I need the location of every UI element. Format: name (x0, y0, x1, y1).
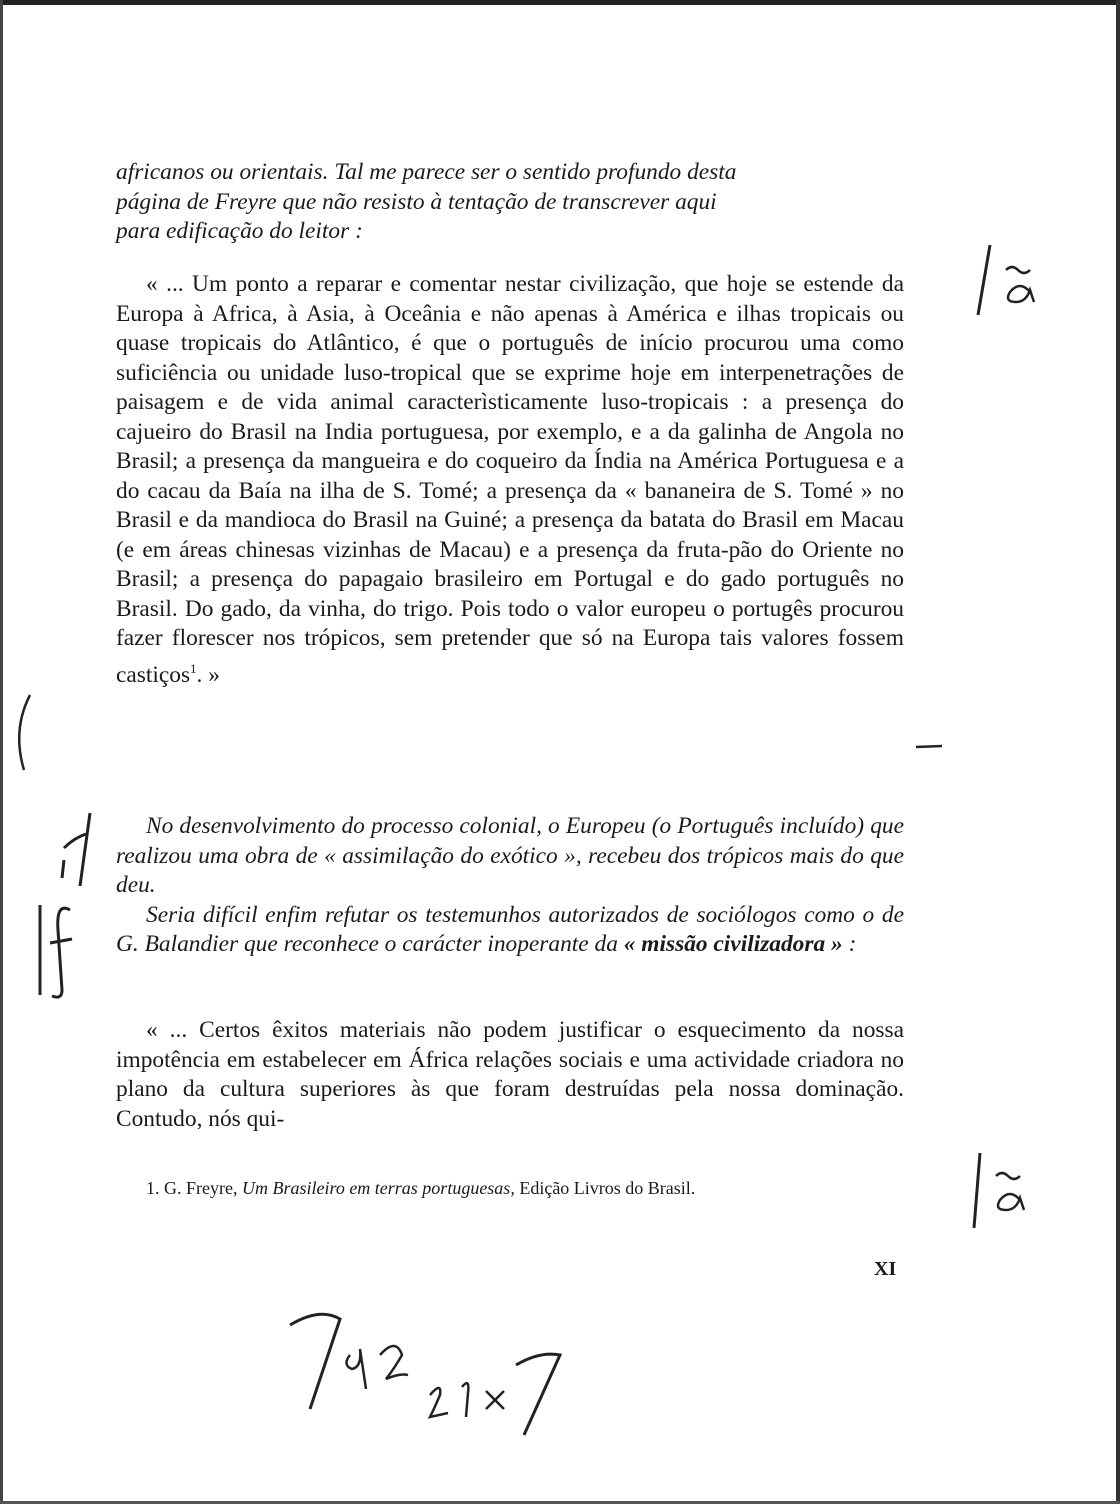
analysis-paragraph-2-start: Seria difícil enfim refutar os testemunhos autorizados de sociólogos como o de G. Balandier que reconhece o carácter inoperante da (116, 901, 904, 957)
analysis-paragraph-2 (116, 901, 904, 960)
footnote-author: G. Freyre, (164, 1178, 238, 1198)
analysis-paragraph-2-end: : (842, 931, 857, 957)
analysis-paragraph-1: No desenvolvimento do processo colonial, o Europeu (o Português incluído) que realizou uma obra de « assimilação do exótico », recebeu dos trópicos mais do que deu. (116, 813, 904, 898)
footnote-title: Um Brasileiro em terras portuguesas, (241, 1178, 515, 1198)
scan-border-right (1116, 0, 1120, 1504)
freyre-quotation (116, 270, 904, 690)
handwritten-margin-mark-3 (50, 808, 110, 893)
intro-paragraph (116, 158, 904, 247)
scan-border-left (0, 0, 3, 1504)
handwritten-margin-mark-1 (970, 240, 1040, 325)
balandier-quotation (116, 1016, 904, 1134)
handwriting-dash-icon (914, 741, 944, 751)
handwriting-f-icon (30, 895, 90, 1005)
handwriting-note-icon (280, 1295, 580, 1455)
footnote-publisher: Edição Livros do Brasil. (519, 1178, 696, 1198)
quotation-close: . » (196, 661, 220, 688)
footnote (116, 1178, 904, 1198)
balandier-quotation-text: « ... Certos êxitos materiais não podem justificar o esquecimento da nossa impotência em estabelecer em África relações sociais e uma actividade criadora no plano da cultura superiores às que foram destruídas pela nossa dominação. Contudo, nós qui- (116, 1017, 904, 1132)
handwritten-bottom-note (280, 1295, 580, 1460)
handwritten-dash (914, 738, 944, 756)
handwriting-a-tilde-icon (966, 1148, 1036, 1238)
intro-line-3: para edificação do leitor : (116, 218, 363, 244)
freyre-quotation-body: « ... Um ponto a reparar e comentar nestar civilização, que hoje se estende da Europa à Africa, à Asia, à Oceânia e não apenas à América e ilhas tropicais ou quase tropicais do Atlântico, é que o português de início procurou uma como suficiência ou unidade luso-tropical que se exprime hoje em interpenetrações de paisagem e de vida animal caracterìsticamente luso-tropicais : a presença do cajueiro do Brasil na India portuguesa, por exemplo, e a da galinha de Angola no Brasil; a presença da mangueira e do coqueiro da Índia na América Portuguesa e a do cacau da Baía na ilha de S. Tomé; a presença da « bananeira de S. Tomé » no Brasil e da mandioca do Brasil na Guiné; a presença da batata do Brasil em Macau (e em áreas chinesas vizinhas de Macau) e a presença da fruta-pão do Oriente no Brasil; a presença do papagaio brasileiro em Portugal e do gado português no Brasil. Do gado, da vinha, do trigo. Pois todo o valor europeu o portugês procurou fazer florescer nos trópicos, sem pretender que só na Europa tais valores fossem castiços (116, 271, 904, 688)
scan-border-top (0, 0, 1120, 5)
analysis-section (116, 812, 904, 960)
page-number: XI (874, 1258, 897, 1280)
footnote-text (116, 1178, 904, 1198)
handwritten-margin-mark-2 (966, 1148, 1036, 1243)
footnote-number: 1. (146, 1178, 160, 1198)
handwriting-a-tilde-icon (970, 240, 1040, 320)
footnote-reference: 1 (190, 660, 197, 676)
handwritten-bracket (8, 690, 38, 775)
handwriting-bracket-icon (8, 690, 38, 770)
freyre-quotation-text (116, 270, 904, 690)
civilizing-mission-phrase: « missão civilizadora » (623, 931, 843, 957)
intro-line-1: africanos ou orientais. Tal me parece ser o sentido profundo desta (116, 159, 737, 185)
handwriting-i-icon (50, 808, 110, 888)
intro-line-2: página de Freyre que não resisto à tentação de transcrever aqui (116, 188, 717, 215)
handwritten-margin-mark-4 (30, 895, 90, 1010)
